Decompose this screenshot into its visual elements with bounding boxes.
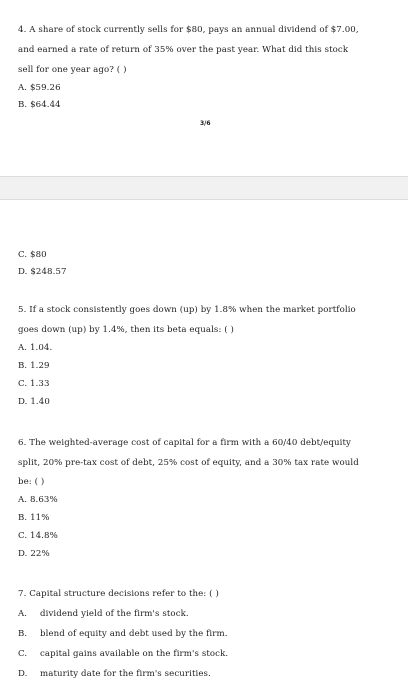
option-text: dividend yield of the firm's stock. <box>40 609 189 619</box>
question-5-option-a: A. 1.04. <box>18 343 53 353</box>
question-7-line-1: 7. Capital structure decisions refer to the: ( ) <box>18 589 219 599</box>
option-text: capital gains available on the firm's stock. <box>40 649 229 659</box>
question-7-option-d <box>18 668 211 680</box>
question-4-line-3: sell for one year ago? ( ) <box>18 65 127 75</box>
question-6-line-3: be: ( ) <box>18 477 45 487</box>
question-6-option-c: C. 14.8% <box>18 531 58 541</box>
question-6-line-2: split, 20% pre-tax cost of debt, 25% cost of equity, and a 30% tax rate would <box>18 458 359 468</box>
page-4-top <box>0 200 408 700</box>
option-text: blend of equity and debt used by the firm. <box>40 629 228 639</box>
question-5-line-1: 5. If a stock consistently goes down (up) by 1.8% when the market portfolio <box>18 305 356 315</box>
option-letter: C. <box>18 649 28 659</box>
page-3-bottom <box>0 0 408 176</box>
question-4-line-2: and earned a rate of return of 35% over the past year. What did this stock <box>18 45 349 55</box>
question-5-line-2: goes down (up) by 1.4%, then its beta equals: ( ) <box>18 325 235 335</box>
page-number: 3/6 <box>200 120 211 127</box>
question-4-option-c: C. $80 <box>18 250 47 260</box>
question-4-line-1: 4. A share of stock currently sells for $80, pays an annual dividend of $7.00, <box>18 25 359 35</box>
question-5-option-d: D. 1.40 <box>18 397 50 407</box>
question-6-line-1: 6. The weighted-average cost of capital for a firm with a 60/40 debt/equity <box>18 438 351 448</box>
question-7-option-c <box>18 648 228 660</box>
question-6-option-a: A. 8.63% <box>18 495 58 505</box>
question-5-option-c: C. 1.33 <box>18 379 50 389</box>
question-4-option-b: B. $64.44 <box>18 100 61 110</box>
question-6-option-b: B. 11% <box>18 513 50 523</box>
option-letter: D. <box>18 669 28 679</box>
option-letter: B. <box>18 629 28 639</box>
option-text: maturity date for the firm's securities. <box>40 669 211 679</box>
page-separator <box>0 176 408 200</box>
question-4-option-d: D. $248.57 <box>18 267 67 277</box>
question-4-option-a: A. $59.26 <box>18 83 61 93</box>
question-7-option-b <box>18 628 228 640</box>
option-letter: A. <box>18 609 28 619</box>
question-6-option-d: D. 22% <box>18 549 50 559</box>
question-5-option-b: B. 1.29 <box>18 361 50 371</box>
question-7-option-a <box>18 608 189 620</box>
